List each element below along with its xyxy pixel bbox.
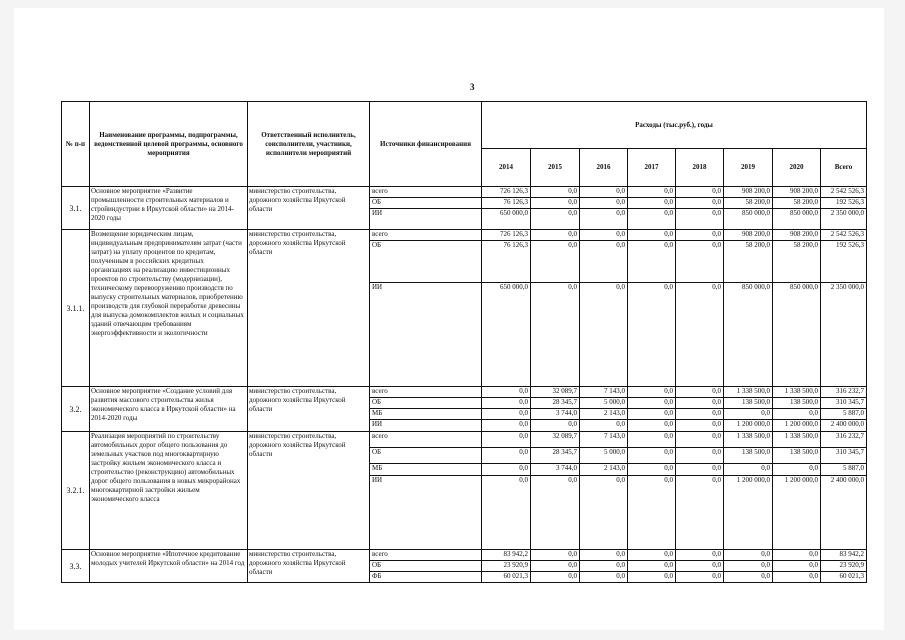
amount-cell: 0,0	[580, 187, 628, 198]
funding-source: ИИ	[370, 209, 482, 230]
activity-name: Основное мероприятие «Ипотечное кредитование молодых учителей Иркутской области» на 2014 год	[90, 550, 248, 583]
header-source: Источники финансирования	[370, 102, 482, 187]
amount-cell: 0,0	[628, 398, 676, 409]
header-year: 2019	[724, 149, 773, 187]
header-total: Всего	[821, 149, 867, 187]
amount-cell: 0,0	[676, 209, 724, 230]
amount-cell: 76 126,3	[482, 241, 531, 283]
funding-source: всего	[370, 550, 482, 561]
row-number: 3.2.1.	[62, 432, 90, 550]
amount-cell: 0,0	[628, 198, 676, 209]
activity-name: Возмещение юридическим лицам, индивидуальным предпринимателям затрат (части затрат) на уплату процентов по кредитам, полученным в российских кредитных организациях на реализацию инвестиционных проектов по строительству (модернизации), техническому перевооружению производств по выпуску строительных материалов, приобретению производств для глубокой переработке древесины для выпуска домокомплектов жилых и социальных зданий отвечающим требованиям энергоэффективности и экологичности	[90, 230, 248, 387]
amount-cell: 0,0	[676, 476, 724, 550]
amount-cell: 0,0	[531, 550, 580, 561]
amount-cell: 0,0	[628, 387, 676, 398]
amount-cell: 1 200 000,0	[724, 476, 773, 550]
amount-cell: 0,0	[531, 420, 580, 432]
activity-name: Реализация мероприятий по строительству автомобильных дорог общего пользования до земельных участков под многоквартирную застройку жильем экономического класса и строительство (реконструкцию) автомобильных дорог общего пользования в новых микрорайонах многоквартирной застройки жильем экономического класса	[90, 432, 248, 550]
amount-cell: 0,0	[531, 241, 580, 283]
amount-cell: 7 143,0	[580, 432, 628, 448]
total-cell: 5 887,0	[821, 409, 867, 420]
amount-cell: 0,0	[676, 283, 724, 387]
total-cell: 310 345,7	[821, 398, 867, 409]
header-number: № п-п	[62, 102, 90, 187]
amount-cell: 5 000,0	[580, 448, 628, 464]
amount-cell: 0,0	[676, 561, 724, 572]
activity-name: Основное мероприятие «Развитие промышленности строительных материалов и стройиндустрии в Иркутской области» на 2014-2020 годы	[90, 187, 248, 230]
amount-cell: 0,0	[724, 572, 773, 583]
amount-cell: 908 200,0	[724, 187, 773, 198]
amount-cell: 5 000,0	[580, 398, 628, 409]
total-cell: 192 526,3	[821, 241, 867, 283]
header-expenses: Расходы (тыс.руб.), годы	[482, 102, 867, 149]
total-cell: 192 526,3	[821, 198, 867, 209]
amount-cell: 0,0	[628, 464, 676, 476]
amount-cell: 0,0	[628, 561, 676, 572]
amount-cell: 3 744,0	[531, 409, 580, 420]
total-cell: 2 542 526,3	[821, 187, 867, 198]
amount-cell: 3 744,0	[531, 464, 580, 476]
amount-cell: 908 200,0	[773, 187, 821, 198]
amount-cell: 0,0	[676, 187, 724, 198]
amount-cell: 850 000,0	[773, 209, 821, 230]
amount-cell: 0,0	[531, 561, 580, 572]
amount-cell: 1 200 000,0	[773, 420, 821, 432]
amount-cell: 0,0	[482, 476, 531, 550]
total-cell: 316 232,7	[821, 387, 867, 398]
row-number: 3.1.	[62, 187, 90, 230]
amount-cell: 650 000,0	[482, 209, 531, 230]
amount-cell: 0,0	[676, 448, 724, 464]
table-row	[62, 230, 867, 241]
amount-cell: 0,0	[580, 420, 628, 432]
responsible-executor: министерство строительства, дорожного хозяйства Иркутской области	[248, 550, 370, 583]
amount-cell: 0,0	[628, 230, 676, 241]
amount-cell: 0,0	[628, 420, 676, 432]
amount-cell: 0,0	[580, 550, 628, 561]
amount-cell: 23 920,9	[482, 561, 531, 572]
amount-cell: 0,0	[482, 464, 531, 476]
amount-cell: 0,0	[531, 198, 580, 209]
amount-cell: 138 500,0	[773, 398, 821, 409]
total-cell: 2 350 000,0	[821, 209, 867, 230]
amount-cell: 0,0	[628, 550, 676, 561]
amount-cell: 0,0	[676, 432, 724, 448]
total-cell: 5 887,0	[821, 464, 867, 476]
responsible-executor: министерство строительства, дорожного хозяйства Иркутской области	[248, 187, 370, 230]
budget-table	[61, 101, 867, 583]
amount-cell: 0,0	[676, 230, 724, 241]
amount-cell: 0,0	[628, 432, 676, 448]
responsible-executor: министерство строительства, дорожного хозяйства Иркутской области	[248, 432, 370, 550]
amount-cell: 1 338 500,0	[724, 387, 773, 398]
amount-cell: 0,0	[628, 283, 676, 387]
amount-cell: 0,0	[482, 398, 531, 409]
amount-cell: 0,0	[482, 448, 531, 464]
amount-cell: 0,0	[628, 448, 676, 464]
amount-cell: 0,0	[580, 476, 628, 550]
amount-cell: 58 200,0	[773, 241, 821, 283]
amount-cell: 0,0	[531, 476, 580, 550]
amount-cell: 60 021,3	[482, 572, 531, 583]
funding-source: ОБ	[370, 448, 482, 464]
page-number: 3	[470, 82, 475, 92]
amount-cell: 0,0	[531, 283, 580, 387]
amount-cell: 0,0	[482, 432, 531, 448]
amount-cell: 850 000,0	[724, 209, 773, 230]
amount-cell: 2 143,0	[580, 409, 628, 420]
amount-cell: 138 500,0	[724, 448, 773, 464]
total-cell: 2 400 000,0	[821, 476, 867, 550]
amount-cell: 0,0	[482, 409, 531, 420]
funding-source: ОБ	[370, 198, 482, 209]
amount-cell: 0,0	[580, 198, 628, 209]
amount-cell: 0,0	[580, 241, 628, 283]
table-row	[62, 550, 867, 561]
total-cell: 316 232,7	[821, 432, 867, 448]
table-row	[62, 187, 867, 198]
funding-source: всего	[370, 432, 482, 448]
funding-source: ФБ	[370, 572, 482, 583]
header-year: 2014	[482, 149, 531, 187]
amount-cell: 2 143,0	[580, 464, 628, 476]
amount-cell: 1 200 000,0	[773, 476, 821, 550]
amount-cell: 0,0	[773, 572, 821, 583]
amount-cell: 0,0	[676, 409, 724, 420]
funding-source: ОБ	[370, 561, 482, 572]
amount-cell: 0,0	[580, 572, 628, 583]
amount-cell: 0,0	[482, 387, 531, 398]
amount-cell: 0,0	[482, 420, 531, 432]
amount-cell: 1 338 500,0	[773, 387, 821, 398]
amount-cell: 908 200,0	[724, 230, 773, 241]
header-year: 2020	[773, 149, 821, 187]
amount-cell: 0,0	[580, 561, 628, 572]
row-number: 3.1.1.	[62, 230, 90, 387]
funding-source: ИИ	[370, 420, 482, 432]
row-number: 3.2.	[62, 387, 90, 432]
table-row	[62, 432, 867, 448]
activity-name: Основное мероприятие «Создание условий для развития массового строительства жилья экономического класса в Иркутской области» на 2014-2020 годы	[90, 387, 248, 432]
amount-cell: 76 126,3	[482, 198, 531, 209]
table-row	[62, 387, 867, 398]
funding-source: всего	[370, 230, 482, 241]
header-year: 2018	[676, 149, 724, 187]
amount-cell: 138 500,0	[773, 448, 821, 464]
amount-cell: 1 338 500,0	[773, 432, 821, 448]
responsible-executor: министерство строительства, дорожного хозяйства Иркутской области	[248, 387, 370, 432]
amount-cell: 0,0	[580, 230, 628, 241]
amount-cell: 138 500,0	[724, 398, 773, 409]
header-responsible: Ответственный исполнитель, соисполнители, участники, исполнители мероприятий	[248, 102, 370, 187]
header-row-top	[62, 102, 867, 149]
amount-cell: 0,0	[628, 476, 676, 550]
amount-cell: 32 089,7	[531, 432, 580, 448]
header-year: 2017	[628, 149, 676, 187]
amount-cell: 0,0	[628, 209, 676, 230]
amount-cell: 1 200 000,0	[724, 420, 773, 432]
amount-cell: 0,0	[531, 230, 580, 241]
amount-cell: 0,0	[531, 209, 580, 230]
amount-cell: 850 000,0	[724, 283, 773, 387]
amount-cell: 908 200,0	[773, 230, 821, 241]
amount-cell: 28 345,7	[531, 398, 580, 409]
funding-source: всего	[370, 387, 482, 398]
funding-source: ОБ	[370, 241, 482, 283]
amount-cell: 0,0	[773, 409, 821, 420]
amount-cell: 32 089,7	[531, 387, 580, 398]
amount-cell: 0,0	[676, 420, 724, 432]
amount-cell: 0,0	[628, 572, 676, 583]
amount-cell: 850 000,0	[773, 283, 821, 387]
amount-cell: 0,0	[724, 550, 773, 561]
amount-cell: 0,0	[724, 561, 773, 572]
amount-cell: 0,0	[773, 550, 821, 561]
header-year: 2016	[580, 149, 628, 187]
amount-cell: 28 345,7	[531, 448, 580, 464]
amount-cell: 0,0	[628, 241, 676, 283]
total-cell: 83 942,2	[821, 550, 867, 561]
budget-body	[62, 187, 867, 583]
amount-cell: 83 942,2	[482, 550, 531, 561]
funding-source: МБ	[370, 464, 482, 476]
total-cell: 60 021,3	[821, 572, 867, 583]
total-cell: 23 920,9	[821, 561, 867, 572]
amount-cell: 726 126,3	[482, 230, 531, 241]
total-cell: 310 345,7	[821, 448, 867, 464]
total-cell: 2 542 526,3	[821, 230, 867, 241]
amount-cell: 650 000,0	[482, 283, 531, 387]
amount-cell: 0,0	[676, 198, 724, 209]
funding-source: МБ	[370, 409, 482, 420]
total-cell: 2 350 000,0	[821, 283, 867, 387]
amount-cell: 0,0	[580, 283, 628, 387]
row-number: 3.3.	[62, 550, 90, 583]
amount-cell: 58 200,0	[724, 198, 773, 209]
amount-cell: 0,0	[628, 187, 676, 198]
responsible-executor: министерство строительства, дорожного хозяйства Иркутской области	[248, 230, 370, 387]
amount-cell: 0,0	[676, 550, 724, 561]
amount-cell: 0,0	[676, 241, 724, 283]
funding-source: ОБ	[370, 398, 482, 409]
total-cell: 2 400 000,0	[821, 420, 867, 432]
funding-source: всего	[370, 187, 482, 198]
funding-source: ИИ	[370, 283, 482, 387]
amount-cell: 0,0	[531, 187, 580, 198]
amount-cell: 0,0	[676, 572, 724, 583]
amount-cell: 0,0	[676, 387, 724, 398]
amount-cell: 0,0	[676, 464, 724, 476]
funding-source: ИИ	[370, 476, 482, 550]
amount-cell: 0,0	[724, 464, 773, 476]
amount-cell: 0,0	[773, 561, 821, 572]
amount-cell: 0,0	[773, 464, 821, 476]
header-year: 2015	[531, 149, 580, 187]
amount-cell: 1 338 500,0	[724, 432, 773, 448]
amount-cell: 58 200,0	[724, 241, 773, 283]
amount-cell: 0,0	[531, 572, 580, 583]
header-name: Наименование программы, подпрограммы, ведомственной целевой программы, основного мероприятия	[90, 102, 248, 187]
amount-cell: 58 200,0	[773, 198, 821, 209]
amount-cell: 726 126,3	[482, 187, 531, 198]
amount-cell: 7 143,0	[580, 387, 628, 398]
amount-cell: 0,0	[628, 409, 676, 420]
amount-cell: 0,0	[580, 209, 628, 230]
amount-cell: 0,0	[724, 409, 773, 420]
amount-cell: 0,0	[676, 398, 724, 409]
